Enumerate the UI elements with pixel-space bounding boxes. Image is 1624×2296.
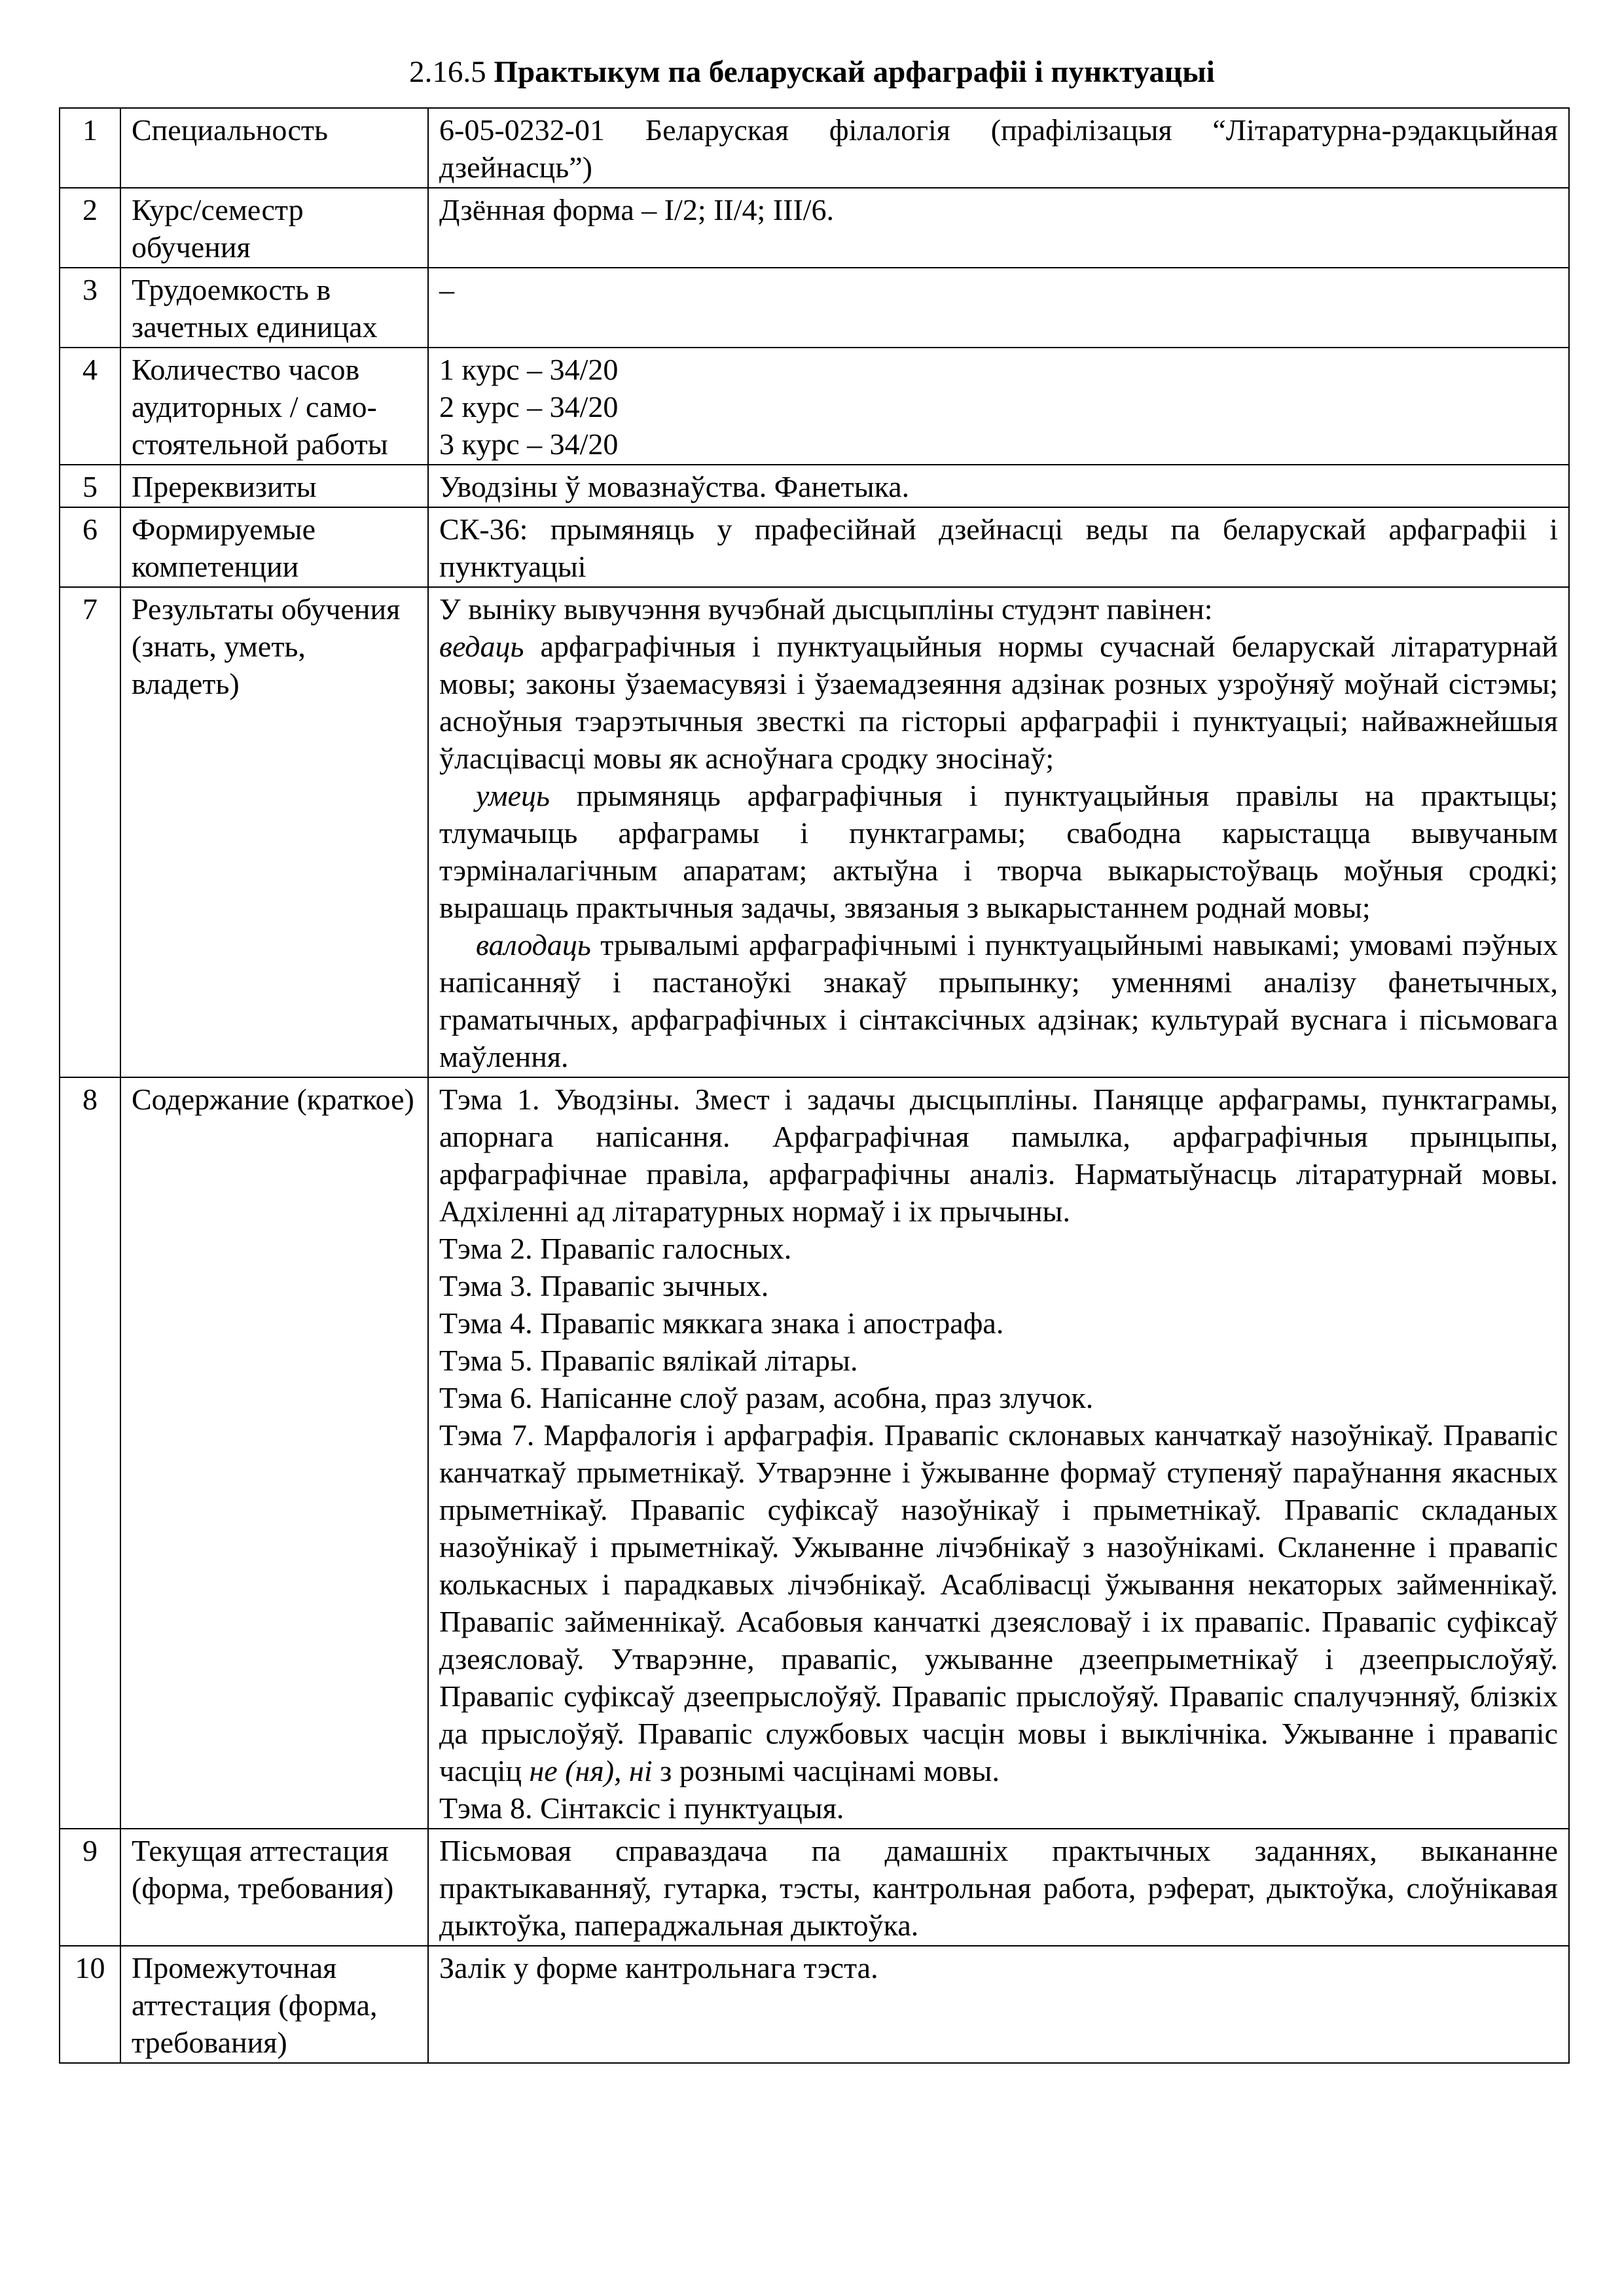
row-value bbox=[428, 1077, 1569, 1829]
row-label: Текущая аттестация (форма, требования) bbox=[120, 1829, 428, 1946]
table-row bbox=[60, 108, 1569, 188]
row-value bbox=[428, 348, 1569, 465]
outcome-lead: ведаць bbox=[439, 630, 524, 663]
outcome-lead: валодаць bbox=[476, 928, 591, 961]
row-number: 7 bbox=[60, 587, 120, 1077]
table-row bbox=[60, 465, 1569, 507]
topic: Тэма 3. Правапіс зычных. bbox=[439, 1269, 769, 1302]
section-number: 2.16.5 bbox=[409, 55, 486, 89]
hours-line: 1 курс – 34/20 bbox=[439, 353, 619, 386]
row-number: 8 bbox=[60, 1077, 120, 1829]
row-number: 5 bbox=[60, 465, 120, 507]
hours-line: 3 курс – 34/20 bbox=[439, 427, 619, 461]
row-number: 2 bbox=[60, 188, 120, 268]
row-label: Курс/семестр обучения bbox=[120, 188, 428, 268]
topic: Тэма 8. Сінтаксіс і пунктуацыя. bbox=[439, 1791, 844, 1825]
row-value: СК-36: прымяняць у прафесійнай дзейнасці веды па беларускай арфаграфіі і пунктуацыі bbox=[428, 507, 1569, 587]
hours-line: 2 курс – 34/20 bbox=[439, 390, 619, 423]
row-label: Промежуточная аттестация (форма, требования) bbox=[120, 1946, 428, 2063]
outcome-know bbox=[439, 628, 1558, 777]
topic: Тэма 5. Правапіс вялікай літары. bbox=[439, 1344, 858, 1377]
outcome-can bbox=[439, 777, 1558, 926]
outcome-text: арфаграфічныя і пунктуацыйныя нормы сучаснай беларускай літаратурнай мовы; законы ўзаемасувязі і ўзаемадзеяння адзінак розных узроўняў моўнай сістэмы; асноўныя тэарэтычныя звесткі па гісторыі арфаграфіі і пунктуацыі; найважнейшыя ўласцівасці мовы як асноўнага сродку зносінаў; bbox=[439, 630, 1558, 775]
topic: Тэма 4. Правапіс мяккага знака і апострафа. bbox=[439, 1306, 1004, 1340]
row-value: 6-05-0232-01 Беларуская філалогія (прафілізацыя “Літаратурна-рэдакцыйная дзейнасць”) bbox=[428, 108, 1569, 188]
row-label: Специальность bbox=[120, 108, 428, 188]
outcome-own bbox=[439, 926, 1558, 1075]
row-value bbox=[428, 587, 1569, 1077]
table-row bbox=[60, 1946, 1569, 2063]
row-number: 9 bbox=[60, 1829, 120, 1946]
table-row bbox=[60, 268, 1569, 348]
row-value: – bbox=[428, 268, 1569, 348]
topic: Тэма 2. Правапіс галосных. bbox=[439, 1232, 792, 1265]
section-name: Практыкум па беларускай арфаграфіі і пунктуацыі bbox=[494, 55, 1215, 89]
row-label: Формируемые компетенции bbox=[120, 507, 428, 587]
row-number: 6 bbox=[60, 507, 120, 587]
row-value: Залік у форме кантрольнага тэста. bbox=[428, 1946, 1569, 2063]
row-number: 10 bbox=[60, 1946, 120, 2063]
topic: Тэма 1. Уводзіны. Змест і задачы дысцыпліны. Паняцце арфаграмы, пунктаграмы, апорнага напісання. Арфаграфічная памылка, арфаграфічныя прынцыпы, арфаграфічнае правіла, арфаграфічны аналіз. Нарматыўнасць літаратурнай мовы. Адхіленні ад літаратурных нормаў і іх прычыны. bbox=[439, 1083, 1558, 1228]
topic bbox=[439, 1416, 1558, 1789]
section-title bbox=[0, 52, 1624, 92]
outcomes-intro: У выніку вывучэння вучэбнай дысцыпліны студэнт павінен: bbox=[439, 592, 1213, 626]
row-label: Пререквизиты bbox=[120, 465, 428, 507]
outcome-lead: умець bbox=[476, 779, 550, 812]
outcome-text: прымяняць арфаграфічныя і пунктуацыйныя правілы на практыцы; тлумачыць арфаграмы і пунктаграмы; свабодна карыстацца вывучаным тэрміналагічным апаратам; актыўна і творча выкарыстоўваць моўныя сродкі; вырашаць практычныя задачы, звязаныя з выкарыстаннем роднай мовы; bbox=[439, 779, 1558, 924]
row-number: 4 bbox=[60, 348, 120, 465]
table-row bbox=[60, 507, 1569, 587]
row-label: Трудоемкость в зачетных единицах bbox=[120, 268, 428, 348]
row-value: Уводзіны ў мовазнаўства. Фанетыка. bbox=[428, 465, 1569, 507]
row-label: Результаты обучения (знать, уметь, владеть) bbox=[120, 587, 428, 1077]
topic-text-end: з рознымі часцінамі мовы. bbox=[652, 1754, 1000, 1787]
topic-italic: не (ня), ні bbox=[529, 1754, 653, 1787]
table-row bbox=[60, 587, 1569, 1077]
topic-text: Тэма 7. Марфалогія і арфаграфія. Правапіс склонавых канчаткаў назоўнікаў. Правапіс канчаткаў прыметнікаў. Утварэнне і ўжыванне формаў ступеняў параўнання якасных прыметнікаў. Правапіс суфіксаў назоўнікаў і прыметнікаў. Правапіс складаных назоўнікаў і прыметнікаў. Ужыванне лічэбнікаў з назоўнікамі. Скланенне і правапіс колькасных і парадкавых лічэбнікаў. Асаблівасці ўжывання некаторых займеннікаў. Правапіс займеннікаў. Асабовыя канчаткі дзеясловаў і іх правапіс. Правапіс суфіксаў дзеясловаў. Утварэнне, правапіс, ужыванне дзеепрыметнікаў і дзеепрыслоўяў. Правапіс суфіксаў дзеепрыслоўяў. Правапіс прыслоўяў. Правапіс спалучэнняў, блізкіх да прыслоўяў. Правапіс службовых часцін мовы і выклічніка. Ужыванне і правапіс часціц bbox=[439, 1418, 1558, 1787]
table-row bbox=[60, 348, 1569, 465]
row-value: Пісьмовая справаздача па дамашніх практычных заданнях, выкананне практыкаванняў, гутарка, тэсты, кантрольная работа, рэферат, дыктоўка, слоўнікавая дыктоўка, папераджальная дыктоўка. bbox=[428, 1829, 1569, 1946]
table-row bbox=[60, 1829, 1569, 1946]
table-row bbox=[60, 188, 1569, 268]
row-number: 3 bbox=[60, 268, 120, 348]
course-info-table bbox=[59, 107, 1570, 2064]
topic: Тэма 6. Напісанне слоў разам, асобна, праз злучок. bbox=[439, 1381, 1094, 1414]
table-row bbox=[60, 1077, 1569, 1829]
row-value: Дзённая форма – I/2; II/4; III/6. bbox=[428, 188, 1569, 268]
row-label: Количество часов аудиторных / само-стоятельной работы bbox=[120, 348, 428, 465]
row-label: Содержание (краткое) bbox=[120, 1077, 428, 1829]
row-number: 1 bbox=[60, 108, 120, 188]
outcome-text: трывалымі арфаграфічнымі і пунктуацыйнымі навыкамі; умовамі пэўных напісанняў і пастаноўкі знакаў прыпынку; уменнямі аналізу фанетычных, граматычных, арфаграфічных і сінтаксічных адзінак; культурай вуснага і пісьмовага маўлення. bbox=[439, 928, 1558, 1073]
